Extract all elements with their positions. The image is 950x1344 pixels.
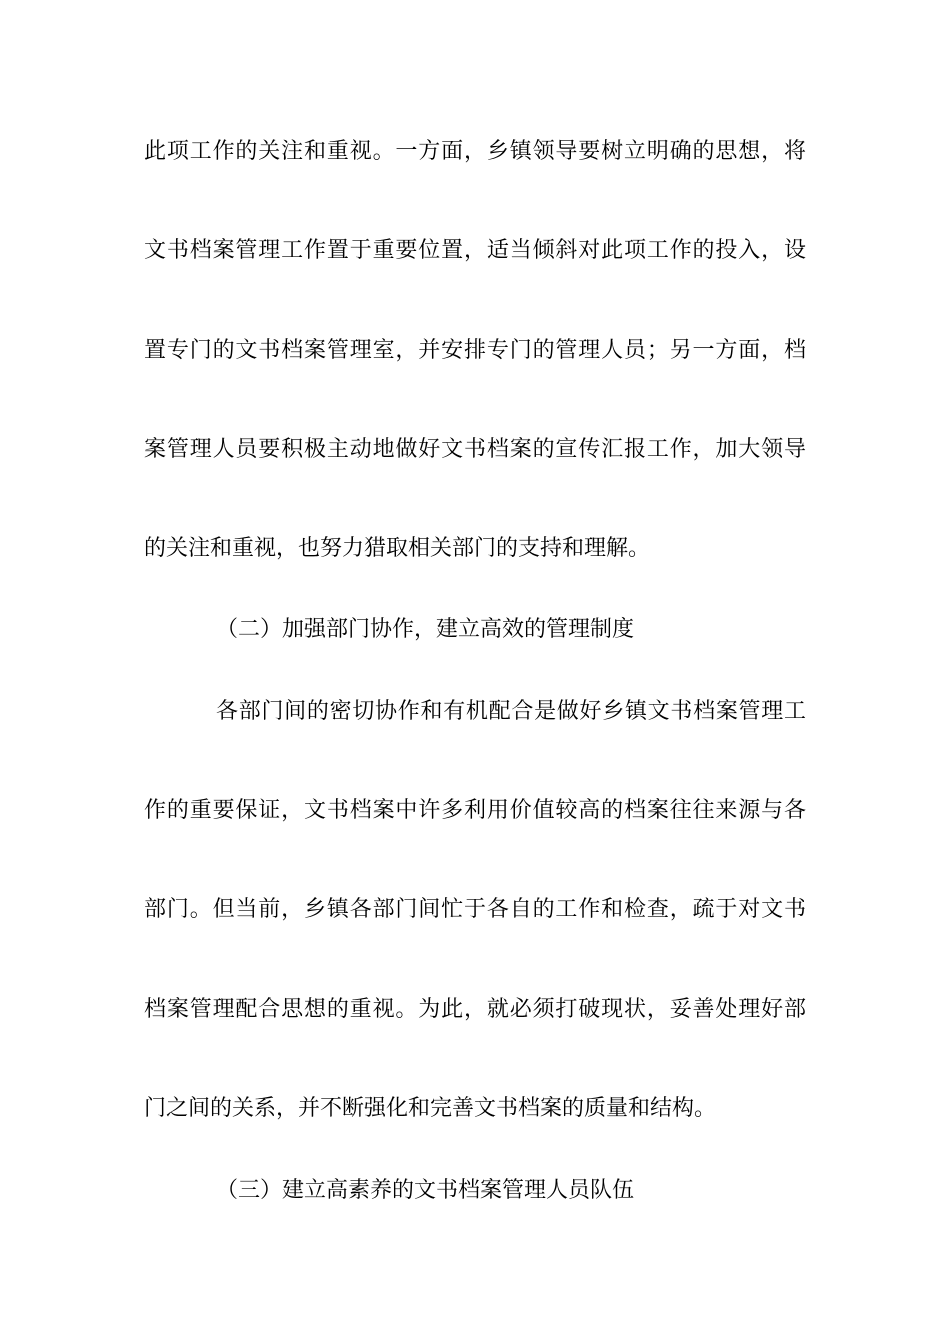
- section-heading-3: （三）建立高素养的文书档案管理人员队伍: [216, 1178, 635, 1203]
- paragraph-1-line-3: 置专门的文书档案管理室，并安排专门的管理人员；另一方面，档: [144, 338, 806, 363]
- paragraph-2-line-4: 档案管理配合思想的重视。为此，就必须打破现状，妥善处理好部: [144, 997, 806, 1022]
- paragraph-1-line-2: 文书档案管理工作置于重要位置，适当倾斜对此项工作的投入，设: [144, 238, 806, 263]
- paragraph-1-line-5: 的关注和重视，也努力猎取相关部门的支持和理解。: [144, 536, 651, 561]
- paragraph-2-line-2: 作的重要保证，文书档案中许多利用价值较高的档案往往来源与各: [144, 798, 806, 823]
- paragraph-1-line-1: 此项工作的关注和重视。一方面，乡镇领导要树立明确的思想，将: [144, 139, 806, 164]
- paragraph-2-line-1: 各部门间的密切协作和有机配合是做好乡镇文书档案管理工: [216, 699, 806, 724]
- paragraph-1-line-4: 案管理人员要积极主动地做好文书档案的宣传汇报工作，加大领导: [144, 437, 806, 462]
- section-heading-2: （二）加强部门协作，建立高效的管理制度: [216, 617, 635, 642]
- paragraph-2-line-5: 门之间的关系，并不断强化和完善文书档案的质量和结构。: [144, 1096, 717, 1121]
- paragraph-2-line-3: 部门。但当前，乡镇各部门间忙于各自的工作和检查，疏于对文书: [144, 897, 806, 922]
